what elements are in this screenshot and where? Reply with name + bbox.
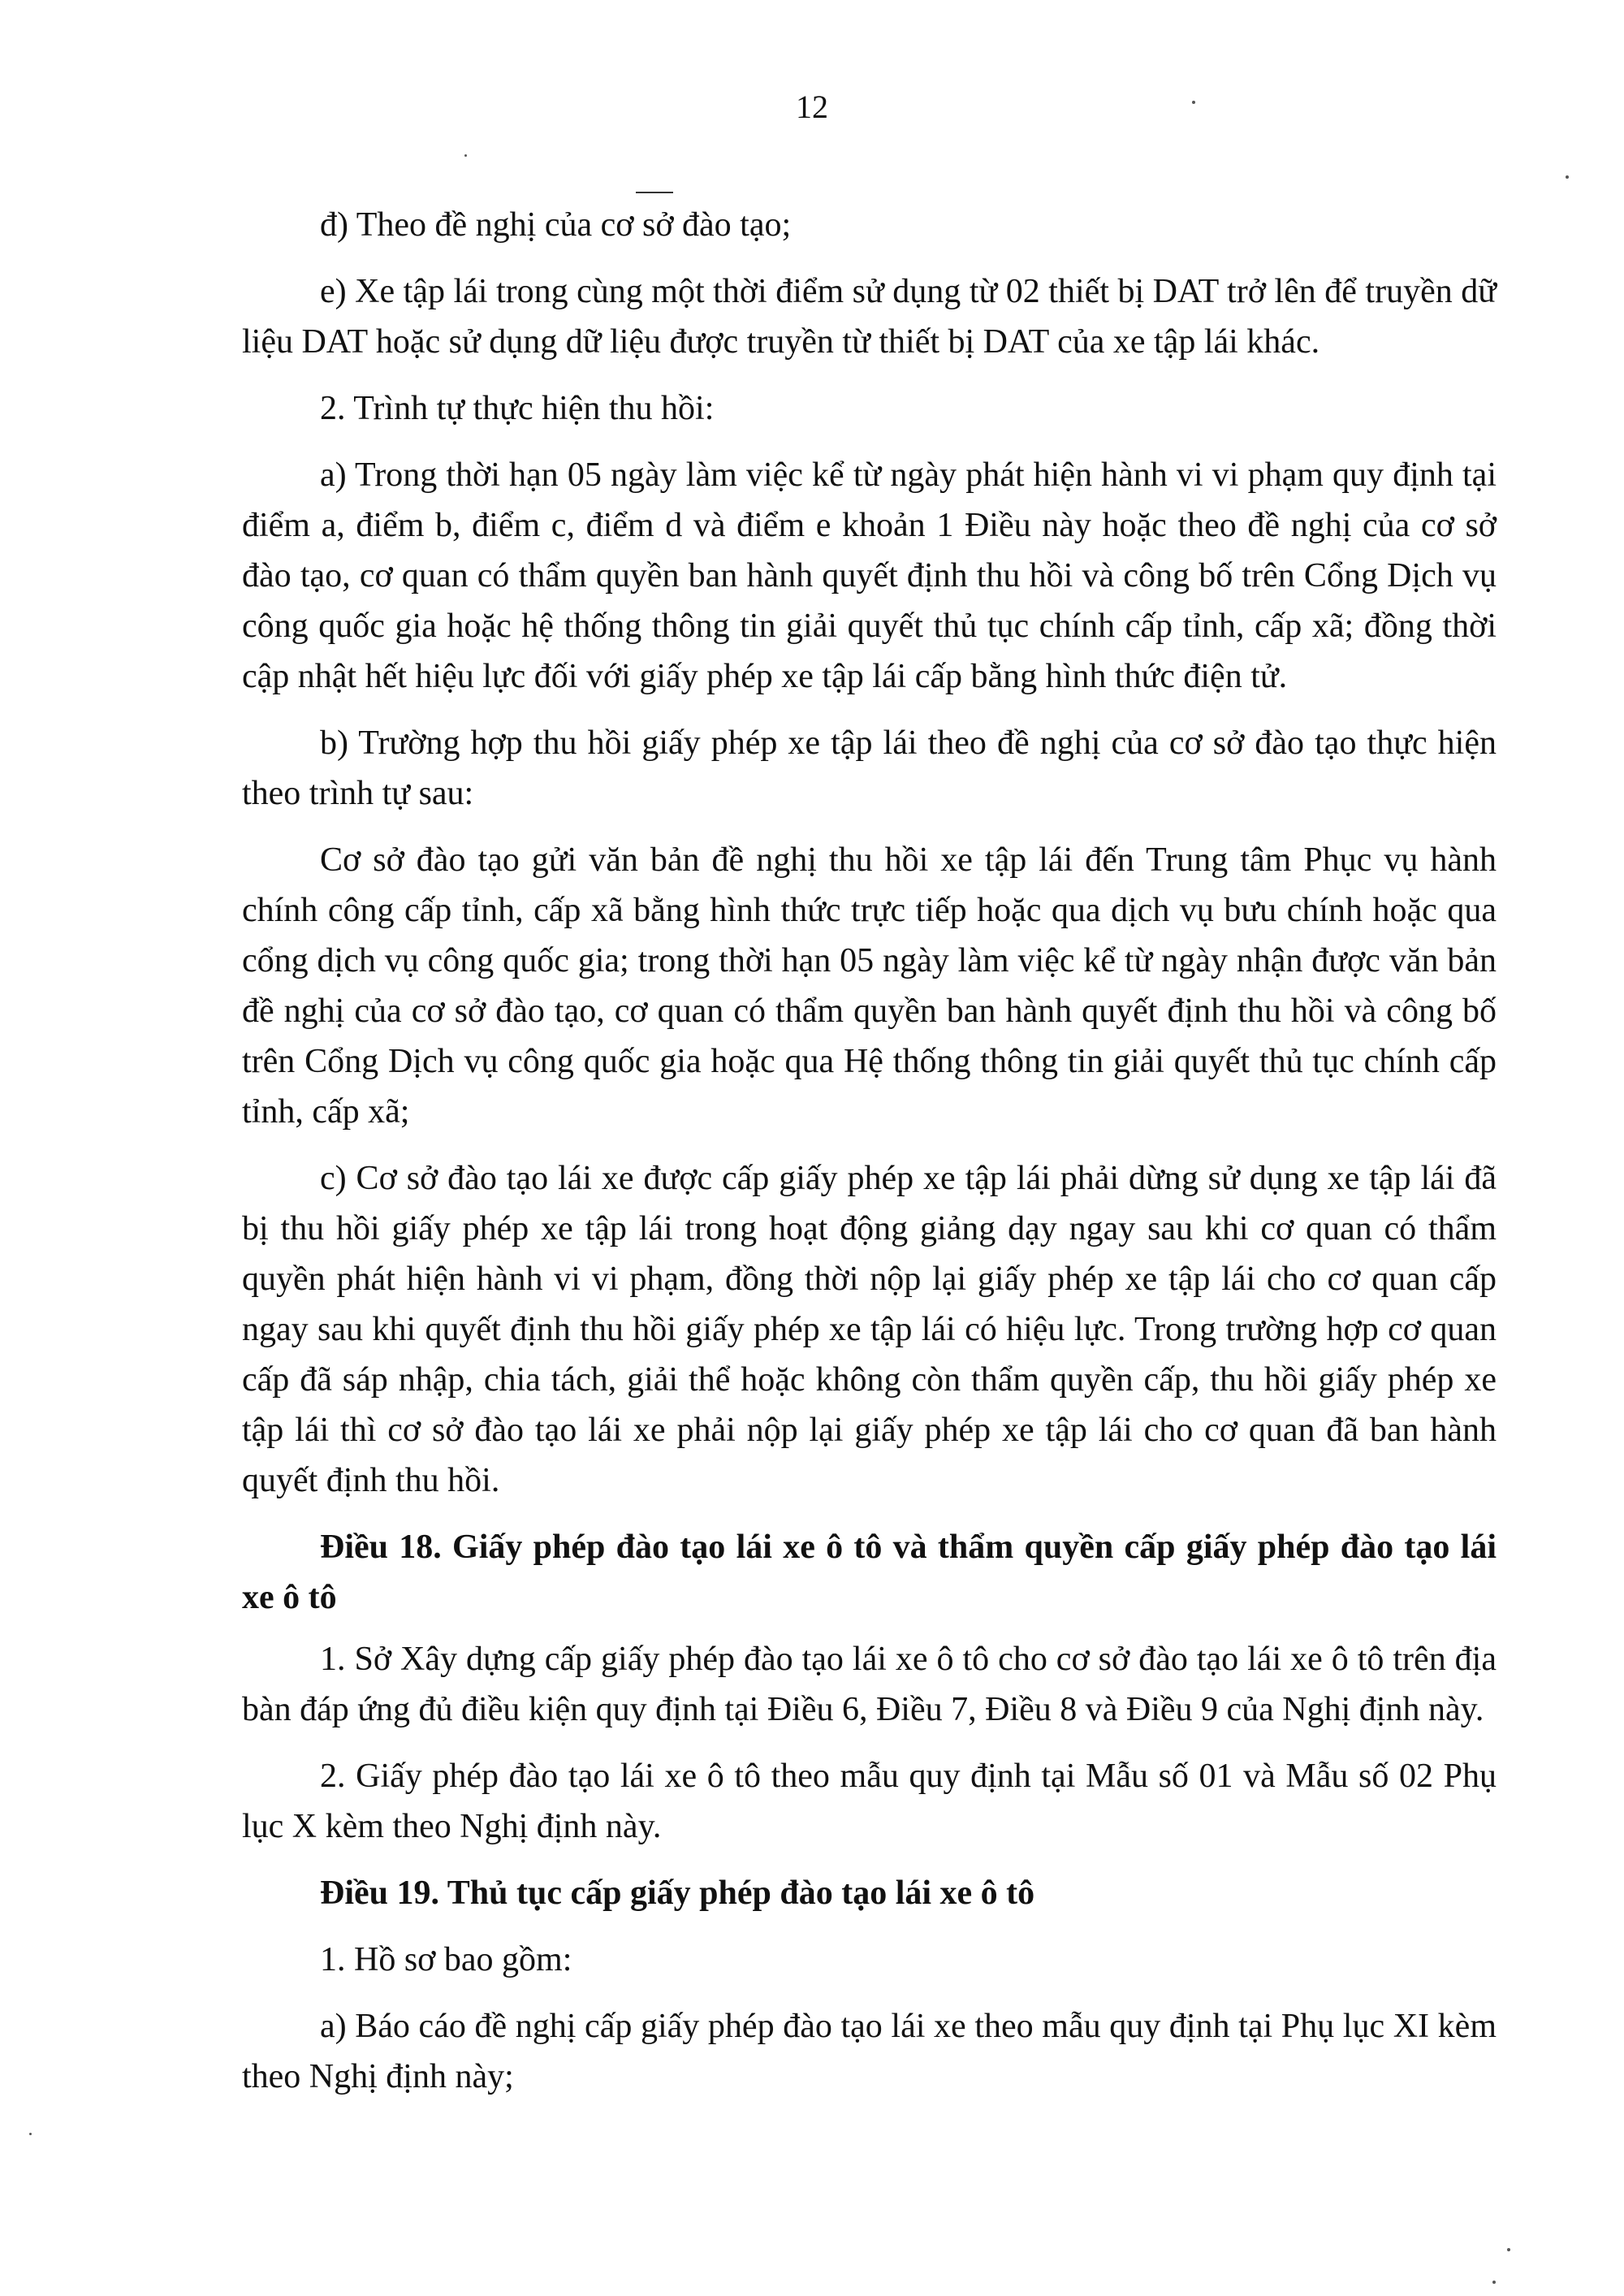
paragraph-item-a: a) Trong thời hạn 05 ngày làm việc kể từ ngày phát hiện hành vi vi phạm quy định tại điểm a, điểm b, điểm c, điểm d và điểm e khoản 1 Điều này hoặc theo đề nghị của cơ sở đào tạo, cơ quan có thẩm quyền ban hành quyết định thu hồi và công bố trên Cổng Dịch vụ công quốc gia hoặc hệ thống thông tin giải quyết thủ tục chính cấp tỉnh, cấp xã; đồng thời cập nhật hết hiệu lực đối với giấy phép xe tập lái cấp bằng hình thức điện tử. [242, 456, 1497, 695]
paragraph-item-b: b) Trường hợp thu hồi giấy phép xe tập lái theo đề nghị của cơ sở đào tạo thực hiện theo trình tự sau: [242, 724, 1497, 812]
paragraph-revocation-procedure: 2. Trình tự thực hiện thu hồi: [320, 390, 715, 427]
paragraph-item-dd: đ) Theo đề nghị của cơ sở đào tạo; [320, 206, 792, 244]
article-19-clause-1: 1. Hồ sơ bao gồm: [320, 1941, 572, 1978]
article-18-clause-2: 2. Giấy phép đào tạo lái xe ô tô theo mẫu quy định tại Mẫu số 01 và Mẫu số 02 Phụ lục X kèm theo Nghị định này. [242, 1758, 1497, 1845]
paragraph-item-c: c) Cơ sở đào tạo lái xe được cấp giấy phép xe tập lái phải dừng sử dụng xe tập lái đã bị thu hồi giấy phép xe tập lái trong hoạt động giảng dạy ngay sau khi cơ quan có thẩm quyền phát hiện hành vi vi phạm, đồng thời nộp lại giấy phép xe tập lái cho cơ quan cấp ngay sau khi quyết định thu hồi giấy phép xe tập lái có hiệu lực. Trong trường hợp cơ quan cấp đã sáp nhập, chia tách, giải thể hoặc không còn thẩm quyền cấp, thu hồi giấy phép xe tập lái thì cơ sở đào tạo lái xe phải nộp lại giấy phép xe tập lái cho cơ quan đã ban hành quyết định thu hồi. [242, 1160, 1497, 1499]
article-19-heading: Điều 19. Thủ tục cấp giấy phép đào tạo lái xe ô tô [320, 1874, 1035, 1912]
paragraph-item-b-detail: Cơ sở đào tạo gửi văn bản đề nghị thu hồi xe tập lái đến Trung tâm Phục vụ hành chính công cấp tỉnh, cấp xã bằng hình thức trực tiếp hoặc qua dịch vụ bưu chính hoặc qua cổng dịch vụ công quốc gia; trong thời hạn 05 ngày làm việc kể từ ngày nhận được văn bản đề nghị của cơ sở đào tạo, cơ quan có thẩm quyền ban hành quyết định thu hồi và công bố trên Cổng Dịch vụ công quốc gia hoặc qua Hệ thống thông tin giải quyết thủ tục chính cấp tỉnh, cấp xã; [242, 841, 1497, 1131]
header-dash-mark [636, 192, 673, 193]
paragraph-item-e: e) Xe tập lái trong cùng một thời điểm sử dụng từ 02 thiết bị DAT trở lên để truyền dữ liệu DAT hoặc sử dụng dữ liệu được truyền từ thiết bị DAT của xe tập lái khác. [242, 273, 1497, 361]
article-18-heading: Điều 18. Giấy phép đào tạo lái xe ô tô và thẩm quyền cấp giấy phép đào tạo lái xe ô tô [242, 1529, 1497, 1616]
article-18-clause-1: 1. Sở Xây dựng cấp giấy phép đào tạo lái xe ô tô cho cơ sở đào tạo lái xe ô tô trên địa bàn đáp ứng đủ điều kiện quy định tại Điều 6, Điều 7, Điều 8 và Điều 9 của Nghị định này. [242, 1641, 1497, 1728]
article-19-item-a: a) Báo cáo đề nghị cấp giấy phép đào tạo lái xe theo mẫu quy định tại Phụ lục XI kèm theo Nghị định này; [242, 2008, 1497, 2095]
page-number: 12 [796, 89, 828, 125]
document-body [242, 200, 1497, 2118]
